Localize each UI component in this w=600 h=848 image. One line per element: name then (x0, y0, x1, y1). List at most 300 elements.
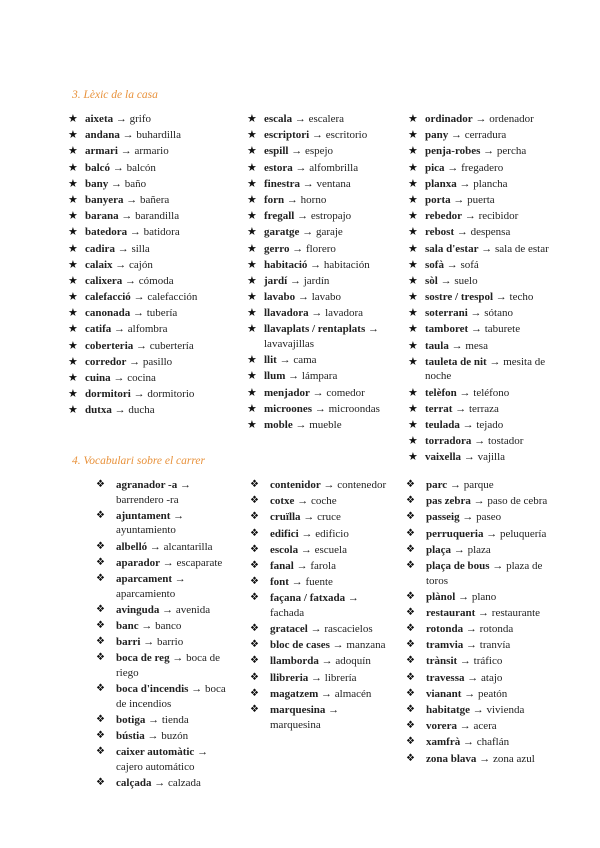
vocab-term: boca d'incendis (116, 683, 189, 696)
vocab-term: font (270, 576, 289, 589)
vocab-entry (247, 274, 387, 289)
vocab-term: bany (85, 177, 109, 190)
vocab-term: sala d'estar (425, 242, 479, 255)
arrow-icon: → (118, 210, 136, 223)
diamond-bullet-icon: ❖ (406, 623, 415, 635)
vocab-entry (247, 402, 387, 417)
arrow-icon: → (325, 704, 340, 717)
arrow-icon: → (448, 339, 466, 352)
vocab-entry (248, 575, 388, 590)
vocab-term: calefacció (85, 291, 131, 304)
star-bullet-icon: ★ (247, 161, 257, 174)
star-bullet-icon: ★ (408, 193, 418, 206)
vocab-translation: librería (324, 671, 357, 684)
vocab-translation: barandilla (135, 210, 180, 223)
vocab-translation: adoquín (335, 655, 371, 668)
vocab-term: menjador (264, 386, 310, 399)
vocab-translation: cama (293, 354, 317, 367)
arrow-icon: → (451, 543, 468, 556)
vocab-translation: peluquería (499, 527, 547, 540)
arrow-icon: → (493, 291, 510, 304)
vocab-translation: baño (124, 177, 147, 190)
diamond-bullet-icon: ❖ (250, 592, 259, 604)
vocab-term: rotonda (426, 623, 464, 636)
vocab-term: travessa (426, 671, 465, 684)
section-3-title: 3. Lèxic de la casa (72, 89, 158, 101)
arrow-icon: → (145, 713, 162, 726)
vocab-term: plànol (426, 590, 456, 603)
vocab-term: vaixella (425, 451, 462, 464)
vocab-entry (68, 306, 238, 321)
vocab-translation: coche (310, 495, 337, 508)
star-bullet-icon: ★ (247, 177, 257, 190)
vocab-translation: tubería (146, 307, 178, 320)
vocab-term: tamboret (425, 323, 469, 336)
vocab-term: habitatge (426, 704, 470, 717)
arrow-icon: → (443, 258, 461, 271)
star-bullet-icon: ★ (247, 210, 257, 223)
vocab-term: albelló (116, 540, 148, 553)
arrow-icon: → (457, 655, 474, 668)
vocab-translation: tráfico (473, 655, 503, 668)
vocab-entry (404, 527, 552, 542)
vocab-term: estora (264, 161, 293, 174)
diamond-bullet-icon: ❖ (96, 777, 105, 788)
star-bullet-icon: ★ (247, 145, 257, 158)
arrow-icon: → (172, 572, 186, 585)
vocab-term: teulada (425, 418, 460, 431)
vocab-entry (408, 290, 573, 305)
arrow-icon: → (450, 193, 468, 206)
vocab-entry (94, 619, 234, 634)
arrow-icon: → (463, 639, 480, 652)
vocab-translation: suelo (454, 274, 478, 287)
vocab-entry (94, 572, 234, 601)
vocab-entry (68, 403, 238, 418)
vocab-term: vianant (426, 687, 462, 700)
vocab-term: marquesina (270, 704, 326, 717)
star-bullet-icon: ★ (68, 388, 78, 401)
vocab-term: jardí (264, 274, 288, 287)
arrow-icon: → (111, 404, 129, 417)
star-bullet-icon: ★ (247, 354, 257, 367)
diamond-bullet-icon: ❖ (96, 556, 105, 568)
vocab-translation: farola (310, 559, 336, 572)
section-4-title: 4. Vocabulari sobre el carrer (72, 455, 205, 467)
vocab-translation: fachada (270, 606, 305, 619)
diamond-bullet-icon: ❖ (250, 687, 259, 699)
vocab-entry (404, 719, 552, 734)
star-bullet-icon: ★ (408, 129, 418, 142)
vocab-term: bloc de cases (270, 639, 330, 652)
vocab-translation: recibidor (478, 210, 519, 223)
star-bullet-icon: ★ (247, 291, 257, 304)
vocab-term: moble (264, 418, 293, 431)
star-bullet-icon: ★ (68, 113, 78, 125)
vocab-translation: estropajo (310, 210, 352, 223)
vocab-entry (94, 635, 234, 650)
diamond-bullet-icon: ❖ (250, 623, 259, 635)
star-bullet-icon: ★ (247, 113, 257, 125)
vocab-translation: rotonda (479, 623, 514, 636)
vocab-entry (247, 290, 387, 305)
vocab-translation: manzana (346, 639, 386, 652)
arrow-icon: → (299, 226, 316, 239)
vocab-entry (404, 622, 552, 637)
arrow-icon: → (177, 479, 191, 491)
vocab-term: tauleta de nit (425, 355, 487, 368)
arrow-icon: → (276, 354, 294, 367)
arrow-icon: → (461, 451, 478, 464)
star-bullet-icon: ★ (247, 402, 257, 415)
vocab-term: cotxe (270, 495, 295, 508)
vocab-entry (408, 193, 573, 208)
arrow-icon: → (309, 386, 327, 399)
vocab-translation: armario (134, 145, 169, 158)
vocab-translation: rascacielos (324, 623, 373, 636)
vocab-entry (404, 638, 552, 653)
star-bullet-icon: ★ (68, 161, 78, 174)
vocab-entry (68, 209, 238, 224)
diamond-bullet-icon: ❖ (250, 479, 259, 490)
arrow-icon: → (467, 307, 485, 320)
arrow-icon: → (294, 495, 311, 508)
star-bullet-icon: ★ (68, 372, 78, 384)
arrow-icon: → (454, 226, 471, 239)
vocab-translation: mueble (309, 418, 342, 431)
vocab-translation: barrendero -ra (116, 493, 179, 506)
arrow-icon: → (140, 636, 157, 649)
arrow-icon: → (292, 113, 309, 125)
arrow-icon: → (114, 242, 132, 255)
vocab-term: aixeta (85, 113, 114, 125)
vocab-term: banc (116, 619, 139, 632)
arrow-icon: → (486, 355, 504, 368)
vocab-entry (68, 290, 238, 305)
vocab-entry (248, 654, 388, 669)
star-bullet-icon: ★ (408, 145, 418, 158)
vocab-entry (68, 112, 238, 127)
arrow-icon: → (300, 177, 317, 190)
vocab-translation: percha (496, 145, 527, 158)
vocab-entry (408, 386, 573, 401)
diamond-bullet-icon: ❖ (96, 479, 105, 490)
vocab-translation: escalera (308, 113, 345, 125)
vocab-translation: barrio (156, 636, 184, 649)
vocab-entry (247, 322, 387, 351)
arrow-icon: → (468, 323, 485, 336)
arrow-icon: → (309, 129, 326, 142)
diamond-bullet-icon: ❖ (406, 559, 415, 571)
star-bullet-icon: ★ (408, 402, 418, 415)
vocab-term: tramvia (426, 639, 464, 652)
vocab-entry (404, 687, 552, 702)
vocab-entry (404, 494, 552, 509)
arrow-icon: → (126, 355, 143, 368)
arrow-icon: → (147, 540, 164, 553)
vocab-translation: plano (471, 590, 497, 603)
vocab-entry (248, 671, 388, 686)
vocab-entry (68, 128, 238, 143)
vocab-term: passeig (426, 511, 460, 524)
vocab-entry (248, 703, 388, 732)
vocab-term: ajuntament (116, 509, 171, 522)
arrow-icon: → (298, 543, 315, 556)
vocab-translation: taburete (484, 323, 521, 336)
vocab-translation: zona azul (492, 752, 535, 765)
vocab-entry (248, 638, 388, 653)
arrow-icon: → (130, 388, 148, 401)
vocab-translation: calzada (167, 777, 201, 789)
arrow-icon: → (287, 274, 304, 287)
vocab-translation: paso de cebra (487, 495, 548, 508)
vocab-term: lavabo (264, 291, 296, 304)
vocab-entry (68, 322, 238, 337)
vocab-entry (247, 209, 387, 224)
vocab-entry (94, 556, 234, 571)
arrow-icon: → (292, 161, 310, 174)
arrow-icon: → (308, 671, 325, 684)
vocab-entry (248, 494, 388, 509)
diamond-bullet-icon: ❖ (406, 704, 415, 716)
vocab-translation: avenida (175, 603, 211, 616)
vocab-entry (94, 745, 234, 774)
vocab-entry (68, 387, 238, 402)
arrow-icon: → (113, 113, 130, 125)
vocab-translation: plancha (473, 177, 508, 190)
arrow-icon: → (293, 559, 311, 572)
arrow-icon: → (320, 479, 338, 491)
vocab-translation: restaurante (491, 606, 541, 619)
vocab-entry (248, 622, 388, 637)
vocab-entry (247, 418, 387, 433)
vocab-entry (68, 371, 238, 386)
vocab-translation: plaza (467, 543, 491, 556)
vocab-term: plaça (426, 543, 452, 556)
vocab-term: torradora (425, 435, 472, 448)
vocab-term: finestra (264, 177, 301, 190)
vocab-term: aparcament (116, 572, 173, 585)
vocab-translation: cajero automático (116, 760, 195, 773)
vocab-entry (248, 527, 388, 542)
vocab-entry (408, 402, 573, 417)
vocab-entry (94, 509, 234, 538)
vocab-entry (404, 654, 552, 669)
vocab-entry (247, 225, 387, 240)
arrow-icon: → (160, 556, 177, 569)
star-bullet-icon: ★ (247, 258, 257, 271)
vocab-translation: lavadora (325, 307, 363, 320)
star-bullet-icon: ★ (408, 242, 418, 255)
star-bullet-icon: ★ (408, 177, 418, 190)
vocab-term: corredor (85, 355, 127, 368)
vocab-term: edifici (270, 527, 299, 540)
vocab-translation: ducha (128, 404, 155, 417)
vocab-entry (94, 729, 234, 744)
vocab-term: trànsit (426, 655, 458, 668)
vocab-entry (247, 177, 387, 192)
arrow-icon: → (110, 372, 128, 384)
diamond-bullet-icon: ❖ (406, 527, 415, 539)
vocab-entry (68, 144, 238, 159)
vocab-term: avinguda (116, 603, 160, 616)
vocab-term: gerro (264, 242, 290, 255)
vocab-translation: escaparate (176, 556, 223, 569)
vocab-term: banyera (85, 193, 124, 206)
vocab-term: calixera (85, 274, 123, 287)
diamond-bullet-icon: ❖ (96, 540, 105, 552)
vocab-entry (247, 112, 387, 127)
star-bullet-icon: ★ (68, 339, 78, 352)
vocab-translation: cocina (127, 372, 156, 384)
star-bullet-icon: ★ (408, 161, 418, 174)
vocab-term: llamborda (270, 655, 319, 668)
vocab-entry (247, 242, 387, 257)
arrow-icon: → (108, 177, 125, 190)
arrow-icon: → (298, 527, 316, 540)
vocab-term: xamfrà (426, 736, 461, 749)
vocab-translation: vajilla (477, 451, 506, 464)
vocab-translation: cruce (317, 511, 341, 524)
vocab-entry (247, 306, 387, 321)
vocab-term: sofà (425, 258, 444, 271)
star-bullet-icon: ★ (68, 145, 78, 158)
vocab-entry (94, 682, 234, 711)
arrow-icon: → (345, 592, 359, 605)
vocab-term: llavadora (264, 307, 309, 320)
arrow-icon: → (448, 129, 465, 142)
vocab-term: soterrani (425, 307, 468, 320)
star-bullet-icon: ★ (408, 355, 418, 368)
vocab-term: fregall (264, 210, 295, 223)
vocab-translation: cerradura (464, 129, 507, 142)
diamond-bullet-icon: ❖ (406, 511, 415, 523)
vocab-term: pany (425, 129, 449, 142)
star-bullet-icon: ★ (408, 210, 418, 223)
diamond-bullet-icon: ❖ (406, 655, 415, 667)
star-bullet-icon: ★ (408, 435, 418, 448)
vocab-translation: edificio (315, 527, 349, 540)
arrow-icon: → (329, 639, 347, 652)
vocab-translation: almacén (334, 687, 372, 700)
vocab-translation: sótano (484, 307, 513, 320)
vocab-translation: cubertería (149, 339, 194, 352)
vocab-entry (248, 478, 388, 493)
vocab-entry (247, 128, 387, 143)
diamond-bullet-icon: ❖ (96, 603, 105, 615)
diamond-bullet-icon: ❖ (96, 746, 105, 758)
arrow-icon: → (318, 655, 336, 668)
star-bullet-icon: ★ (408, 323, 418, 336)
star-bullet-icon: ★ (68, 323, 78, 336)
diamond-bullet-icon: ❖ (406, 720, 415, 732)
vocab-entry (408, 112, 573, 127)
vocab-term: dormitori (85, 388, 131, 401)
vocab-term: magatzem (270, 687, 319, 700)
vocab-entry (404, 510, 552, 525)
arrow-icon: → (483, 527, 500, 540)
diamond-bullet-icon: ❖ (96, 619, 105, 631)
vocab-translation: lavabo (311, 291, 342, 304)
vocab-translation: puerta (467, 193, 495, 206)
vocab-term: escriptori (264, 129, 310, 142)
arrow-icon: → (437, 274, 455, 287)
diamond-bullet-icon: ❖ (96, 509, 105, 521)
vocab-entry (404, 671, 552, 686)
vocab-translation: tejado (476, 418, 504, 431)
diamond-bullet-icon: ❖ (250, 559, 259, 571)
vocab-term: cadira (85, 242, 115, 255)
vocab-translation: jardín (303, 274, 330, 287)
vocab-entry (94, 603, 234, 618)
star-bullet-icon: ★ (68, 258, 78, 271)
arrow-icon: → (459, 511, 477, 524)
vocab-entry (248, 559, 388, 574)
star-bullet-icon: ★ (68, 129, 78, 142)
vocab-term: forn (264, 193, 285, 206)
star-bullet-icon: ★ (408, 418, 418, 431)
arrow-icon: → (307, 258, 324, 271)
vocab-term: rebedor (425, 210, 463, 223)
vocab-term: habitació (264, 258, 308, 271)
vocab-translation: fuente (305, 576, 333, 589)
diamond-bullet-icon: ❖ (406, 671, 415, 683)
vocab-term: andana (85, 129, 120, 142)
vocab-term: façana / fatxada (270, 592, 346, 605)
vocab-entry (408, 144, 573, 159)
vocab-entry (247, 193, 387, 208)
diamond-bullet-icon: ❖ (406, 687, 415, 699)
vocab-term: boca de reg (116, 652, 170, 665)
star-bullet-icon: ★ (408, 386, 418, 399)
vocab-term: botiga (116, 713, 146, 726)
star-bullet-icon: ★ (68, 193, 78, 206)
vocab-translation: ayuntamiento (116, 524, 176, 537)
star-bullet-icon: ★ (408, 307, 418, 320)
star-bullet-icon: ★ (408, 258, 418, 271)
diamond-bullet-icon: ❖ (406, 752, 415, 764)
diamond-bullet-icon: ❖ (250, 576, 259, 588)
arrow-icon: → (288, 145, 305, 158)
section-3-column-2 (247, 112, 387, 434)
vocab-translation: silla (131, 242, 150, 255)
star-bullet-icon: ★ (408, 291, 418, 304)
vocab-entry (408, 274, 573, 289)
vocab-translation: cómoda (138, 274, 174, 287)
vocab-entry (408, 434, 573, 449)
star-bullet-icon: ★ (68, 242, 78, 255)
diamond-bullet-icon: ❖ (96, 636, 105, 648)
vocab-entry (68, 274, 238, 289)
vocab-entry (408, 322, 573, 337)
diamond-bullet-icon: ❖ (406, 590, 415, 602)
vocab-term: llibreria (270, 671, 309, 684)
vocab-entry (408, 161, 573, 176)
arrow-icon: → (112, 258, 129, 271)
vocab-term: parc (426, 479, 448, 491)
arrow-icon: → (459, 418, 477, 431)
arrow-icon: → (475, 606, 492, 619)
vocab-translation: escuela (314, 543, 347, 556)
arrow-icon: → (285, 370, 302, 383)
vocab-translation: ordenador (489, 113, 534, 125)
vocab-entry (94, 540, 234, 555)
vocab-entry (94, 713, 234, 728)
vocab-entry (247, 369, 387, 384)
star-bullet-icon: ★ (68, 210, 78, 223)
vocab-term: dutxa (85, 404, 112, 417)
vocab-translation: banco (155, 619, 182, 632)
